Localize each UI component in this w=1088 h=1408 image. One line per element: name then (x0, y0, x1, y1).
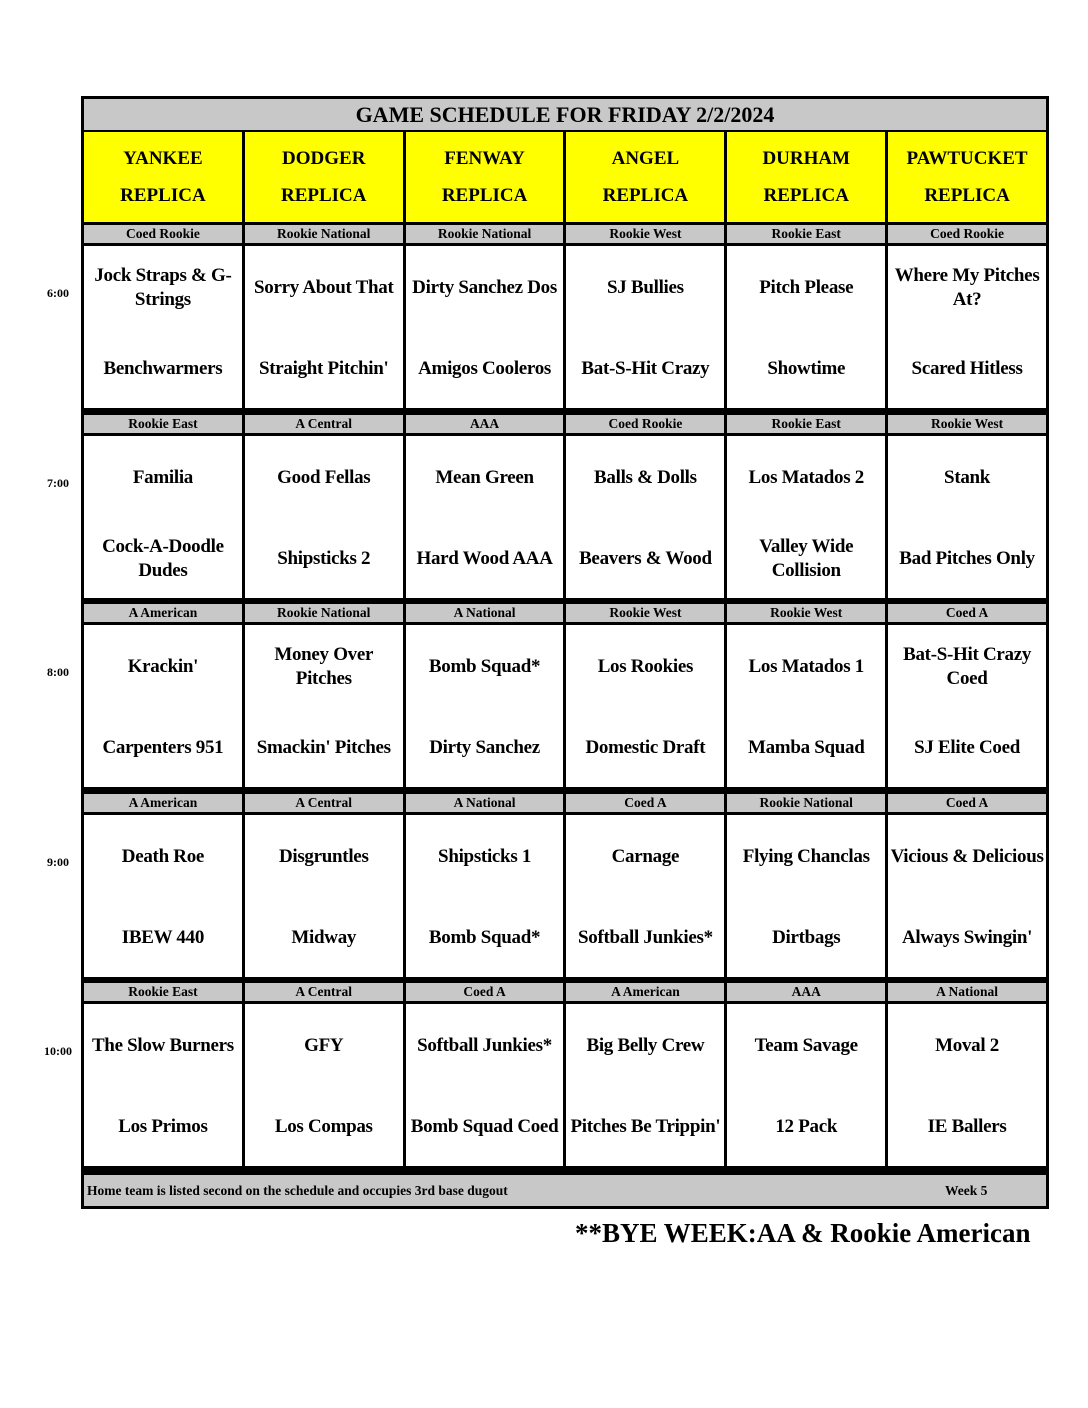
game-cell (888, 625, 1046, 787)
away-team: Bomb Squad* (428, 656, 541, 677)
home-team: Benchwarmers (103, 358, 223, 379)
field-header-fenway (406, 132, 564, 222)
field-name: YANKEE (123, 148, 203, 169)
away-team: Balls & Dolls (594, 466, 697, 488)
game-cell (888, 246, 1046, 408)
game-cell (727, 436, 885, 598)
away-team: Krackin' (127, 656, 199, 677)
home-team: Showtime (767, 358, 846, 379)
schedule-title: GAME SCHEDULE FOR FRIDAY 2/2/2024 (84, 99, 1046, 130)
division-label: A American (84, 604, 242, 622)
home-team: IBEW 440 (121, 926, 205, 948)
division-row (84, 225, 1046, 243)
away-team: Money Over Pitches (274, 644, 374, 689)
division-label: Coed A (888, 794, 1046, 812)
home-team: Bomb Squad Coed (410, 1116, 559, 1137)
away-team: GFY (304, 1035, 344, 1056)
schedule-table (81, 96, 1049, 1209)
time-label: 10:00 (44, 1044, 72, 1058)
game-cell (84, 436, 242, 598)
field-sub: REPLICA (280, 185, 367, 206)
away-team: Stank (944, 466, 991, 488)
game-cell (245, 625, 403, 787)
away-team: Pitch Please (759, 277, 854, 298)
division-label: Rookie East (727, 415, 885, 433)
home-team: Bad Pitches Only (899, 547, 1035, 569)
division-label: A American (84, 794, 242, 812)
game-cell (566, 436, 724, 598)
division-label: A National (406, 794, 564, 812)
away-team: Shipsticks 1 (438, 845, 532, 867)
field-header-dodger (245, 132, 403, 222)
field-name: FENWAY (444, 148, 525, 169)
home-team: Pitches Be Trippin' (570, 1116, 721, 1137)
game-cell (245, 1004, 403, 1166)
time-slot (84, 983, 1046, 1166)
home-team: Hard Wood AAA (416, 547, 553, 569)
division-label: Rookie National (245, 604, 403, 622)
away-team: Vicious & Delicious (890, 845, 1044, 867)
game-cell (566, 625, 724, 787)
home-team: Mamba Squad (747, 737, 865, 758)
field-name: DODGER (282, 148, 366, 169)
home-team: Domestic Draft (585, 737, 706, 758)
game-cell (406, 625, 564, 787)
field-sub: REPLICA (120, 185, 206, 206)
time-slot (84, 794, 1046, 977)
game-cell (245, 246, 403, 408)
away-team: The Slow Burners (91, 1035, 234, 1056)
division-label: A Central (245, 794, 403, 812)
home-team: Valley Wide Collision (759, 535, 854, 581)
home-team: Cock-A-Doodle Dudes (102, 535, 224, 581)
division-label: Rookie East (727, 225, 885, 243)
home-team: Bat-S-Hit Crazy (581, 358, 710, 379)
home-team: Los Primos (118, 1116, 208, 1137)
division-label: A Central (245, 983, 403, 1001)
field-header-yankee (84, 132, 242, 222)
field-name: PAWTUCKET (906, 148, 1028, 169)
game-cell (406, 1004, 564, 1166)
field-header-angel (566, 132, 724, 222)
field-header-durham (727, 132, 885, 222)
home-team: Amigos Cooleros (418, 358, 552, 379)
time-label: 8:00 (47, 665, 69, 679)
division-label: A National (888, 983, 1046, 1001)
away-team: Good Fellas (277, 466, 371, 488)
game-cell (727, 815, 885, 977)
away-team: Bat-S-Hit Crazy Coed (903, 644, 1032, 689)
division-label: Coed A (406, 983, 564, 1001)
home-team: IE Ballers (927, 1116, 1007, 1137)
away-team: Death Roe (121, 845, 205, 867)
home-team: Dirty Sanchez (429, 737, 540, 758)
away-team: Flying Chanclas (742, 845, 870, 867)
division-label: A American (566, 983, 724, 1001)
game-cell (727, 246, 885, 408)
home-team-note: Home team is listed second on the schedule and occupies 3rd base dugout (87, 1183, 508, 1198)
away-team: Dirty Sanchez Dos (412, 277, 557, 298)
away-team: Los Rookies (597, 656, 694, 677)
division-label: Rookie National (727, 794, 885, 812)
home-team: 12 Pack (775, 1116, 838, 1137)
division-row (84, 604, 1046, 622)
game-cell (406, 246, 564, 408)
home-team: Los Compas (274, 1116, 373, 1137)
division-label: Coed Rookie (888, 225, 1046, 243)
home-team: Carpenters 951 (102, 737, 224, 758)
game-cell (245, 436, 403, 598)
game-cell (406, 436, 564, 598)
away-team: Carnage (611, 845, 680, 867)
game-cell (888, 815, 1046, 977)
game-cell (84, 246, 242, 408)
game-cell (84, 1004, 242, 1166)
time-slot (84, 604, 1046, 787)
field-sub: REPLICA (441, 185, 528, 206)
game-row (84, 625, 1046, 787)
game-row (84, 246, 1046, 408)
home-team: SJ Elite Coed (914, 737, 1021, 758)
away-team: Big Belly Crew (586, 1035, 705, 1056)
division-label: Rookie West (727, 604, 885, 622)
division-label: AAA (406, 415, 564, 433)
division-row (84, 794, 1046, 812)
game-cell (566, 246, 724, 408)
field-sub: REPLICA (602, 185, 689, 206)
home-team: Scared Hitless (911, 358, 1023, 379)
field-sub: REPLICA (763, 185, 849, 206)
game-cell (727, 1004, 885, 1166)
time-label: 7:00 (47, 475, 69, 490)
division-label: Rookie West (566, 225, 724, 243)
home-team: Shipsticks 2 (277, 547, 371, 569)
time-slot (84, 225, 1046, 408)
home-team: Midway (291, 926, 357, 948)
home-team: Always Swingin' (902, 926, 1033, 948)
time-label: 9:00 (47, 854, 69, 869)
field-sub: REPLICA (924, 185, 1010, 206)
division-label: Rookie West (888, 415, 1046, 433)
away-team: Moval 2 (935, 1035, 999, 1056)
division-label: Rookie National (245, 225, 403, 243)
home-team: Softball Junkies* (578, 926, 713, 948)
away-team: SJ Bullies (607, 277, 684, 298)
game-cell (727, 625, 885, 787)
field-name: ANGEL (611, 148, 680, 169)
division-label: Rookie East (84, 415, 242, 433)
game-cell (406, 815, 564, 977)
away-team: Jock Straps & G-Strings (94, 265, 232, 310)
division-label: Rookie East (84, 983, 242, 1001)
home-team: Smackin' Pitches (256, 737, 391, 758)
division-label: Rookie West (566, 604, 724, 622)
field-name: DURHAM (762, 148, 851, 169)
division-label: Coed Rookie (84, 225, 242, 243)
game-row (84, 436, 1046, 598)
division-label: AAA (727, 983, 885, 1001)
away-team: Team Savage (754, 1035, 858, 1056)
away-team: Where My Pitches At? (894, 265, 1040, 310)
game-cell (84, 625, 242, 787)
away-team: Softball Junkies* (417, 1035, 552, 1056)
away-team: Sorry About That (253, 277, 394, 298)
division-label: A National (406, 604, 564, 622)
division-label: Coed A (566, 794, 724, 812)
game-cell (566, 1004, 724, 1166)
division-label: A Central (245, 415, 403, 433)
game-cell (245, 815, 403, 977)
away-team: Disgruntles (278, 845, 369, 867)
division-row (84, 415, 1046, 433)
away-team: Los Matados 2 (748, 466, 864, 488)
field-header-row (84, 132, 1046, 222)
division-label: Rookie National (406, 225, 564, 243)
away-team: Mean Green (435, 466, 534, 488)
home-team: Dirtbags (772, 926, 841, 948)
bye-week-note: **BYE WEEK:AA & Rookie American (575, 1218, 1031, 1248)
home-team: Straight Pitchin' (258, 358, 389, 379)
game-row (84, 815, 1046, 977)
footer-bar (84, 1175, 1046, 1206)
away-team: Familia (132, 466, 193, 488)
game-cell (888, 436, 1046, 598)
game-cell (84, 815, 242, 977)
away-team: Los Matados 1 (748, 656, 864, 677)
field-header-pawtucket (888, 132, 1046, 222)
home-team: Beavers & Wood (579, 547, 712, 569)
game-cell (566, 815, 724, 977)
division-label: Coed Rookie (566, 415, 724, 433)
time-label: 6:00 (47, 286, 69, 300)
game-cell (888, 1004, 1046, 1166)
time-slot (84, 415, 1046, 598)
division-label: Coed A (888, 604, 1046, 622)
game-row (84, 1004, 1046, 1166)
week-label: Week 5 (945, 1183, 988, 1198)
division-row (84, 983, 1046, 1001)
home-team: Bomb Squad* (428, 926, 541, 948)
